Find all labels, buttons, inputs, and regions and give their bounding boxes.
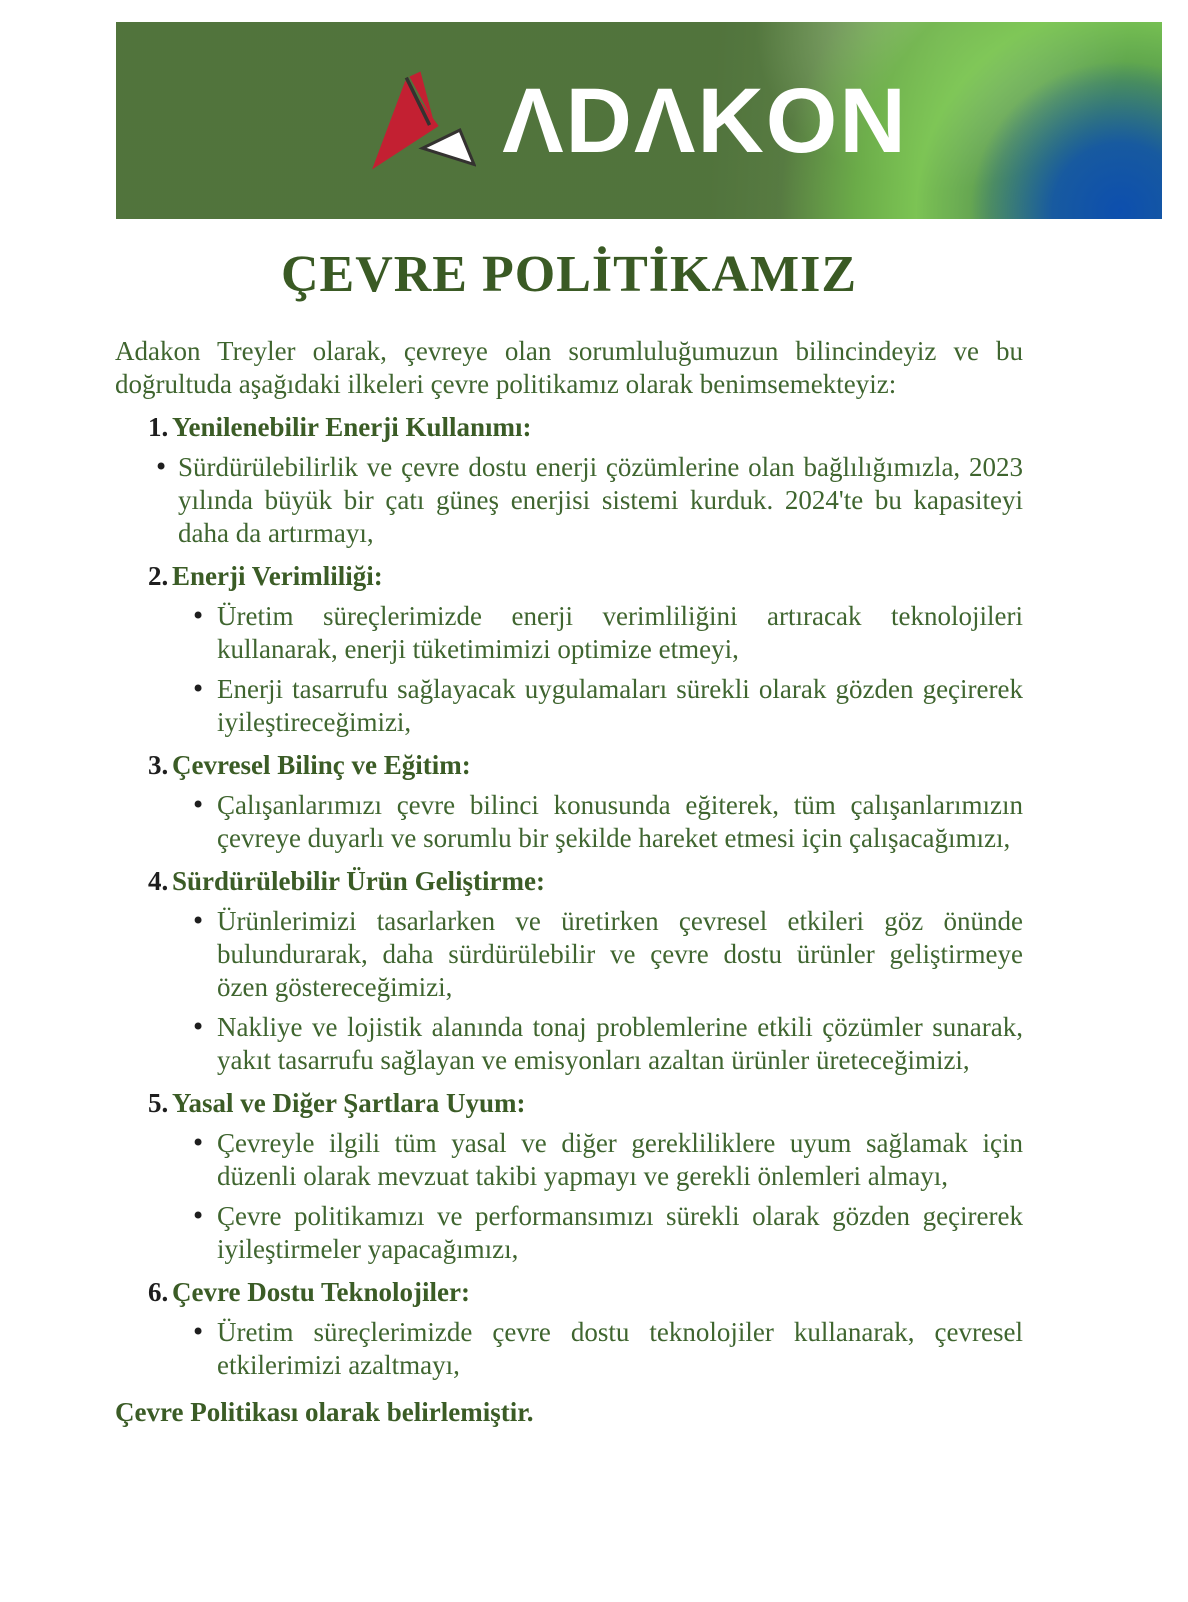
bullet-item [115,1011,1023,1077]
section-heading [115,411,1023,444]
policy-section [115,411,1023,550]
intro-paragraph: Adakon Treyler olarak, çevreye olan sorumluluğumuzun bilincindeyiz ve bu doğrultuda aşağıdaki ilkeleri çevre politikamız olarak benimsemekteyiz: [115,335,1023,399]
adakon-logo-text: ΛDΛKON [502,69,908,172]
bullet-item [115,673,1023,739]
section-number: 2. [148,560,169,591]
policy-section [115,560,1023,739]
policy-section [115,865,1023,1077]
bullet-marker: • [191,601,206,630]
section-title: Enerji Verimliliği: [172,560,383,591]
bullet-marker: • [191,1317,206,1346]
bullet-text: Üretim süreçlerimizde çevre dostu teknolojiler kullanarak, çevresel etkilerimizi azaltmayı, [217,1316,1023,1380]
bullet-text: Ürünlerimizi tasarlarken ve üretirken çevresel etkileri göz önünde bulundurarak, daha sürdürülebilir ve çevre dostu ürünler geliştirmeye özen göstereceğimizi, [217,905,1023,1002]
bullet-item [115,600,1023,666]
section-bullets [115,451,1023,550]
section-bullets [115,789,1023,855]
section-heading [115,865,1023,898]
section-number: 4. [148,865,169,896]
bullet-marker: • [154,452,169,481]
section-bullets [115,905,1023,1077]
section-title: Çevresel Bilinç ve Eğitim: [172,749,471,780]
policy-content [115,245,1023,1429]
bullet-item [115,1316,1023,1382]
bullet-text: Nakliye ve lojistik alanında tonaj problemlerine etkili çözümler sunarak, yakıt tasarrufu sağlayan ve emisyonları azaltan ürünler üreteceğimizi, [217,1011,1023,1075]
bullet-text: Çalışanlarımızı çevre bilinci konusunda eğiterek, tüm çalışanlarımızın çevreye duyarlı ve sorumlu bir şekilde hareket etmesi için çalışacağımızı, [217,789,1023,853]
section-title: Yasal ve Diğer Şartlara Uyum: [172,1087,526,1118]
bullet-marker: • [191,1128,206,1157]
policy-sections [115,411,1023,1382]
policy-section [115,1087,1023,1266]
policy-section [115,749,1023,855]
bullet-marker: • [191,674,206,703]
section-bullets [115,600,1023,739]
section-title: Yenilenebilir Enerji Kullanımı: [172,411,532,442]
adakon-logo [370,70,908,172]
bullet-item [115,451,1023,550]
section-number: 5. [148,1087,169,1118]
section-number: 1. [148,411,169,442]
bullet-text: Sürdürülebilirlik ve çevre dostu enerji çözümlerine olan bağlılığımızla, 2023 yılında büyük bir çatı güneş enerjisi sistemi kurduk. 2024'te bu kapasiteyi daha da artırmayı, [178,451,1023,548]
bullet-item [115,1127,1023,1193]
bullet-marker: • [191,1201,206,1230]
bullet-item [115,905,1023,1004]
closing-statement: Çevre Politikası olarak belirlemiştir. [115,1396,534,1427]
section-heading [115,560,1023,593]
section-number: 3. [148,749,169,780]
section-bullets [115,1316,1023,1382]
bullet-marker: • [191,1012,206,1041]
section-number: 6. [148,1276,169,1307]
bullet-text: Enerji tasarrufu sağlayacak uygulamaları sürekli olarak gözden geçirerek iyileştireceğimizi, [217,673,1023,737]
bullet-marker: • [191,790,206,819]
bullet-marker: • [191,906,206,935]
header-banner [116,22,1162,219]
section-heading [115,1087,1023,1120]
section-heading [115,749,1023,782]
bullet-text: Çevreyle ilgili tüm yasal ve diğer gerekliliklere uyum sağlamak için düzenli olarak mevzuat takibi yapmayı ve gerekli önlemleri almayı, [217,1127,1023,1191]
section-heading [115,1276,1023,1309]
bullet-item [115,789,1023,855]
section-title: Çevre Dostu Teknolojiler: [172,1276,470,1307]
section-title: Sürdürülebilir Ürün Geliştirme: [172,865,546,896]
section-bullets [115,1127,1023,1266]
bullet-text: Çevre politikamızı ve performansımızı sürekli olarak gözden geçirerek iyileştirmeler yapacağımızı, [217,1200,1023,1264]
page-title: ÇEVRE POLİTİKAMIZ [280,246,858,303]
policy-section [115,1276,1023,1382]
bullet-text: Üretim süreçlerimizde enerji verimliliğini artıracak teknolojileri kullanarak, enerji tüketimimizi optimize etmeyi, [217,600,1023,664]
bullet-item [115,1200,1023,1266]
adakon-arrow-icon [370,70,476,172]
